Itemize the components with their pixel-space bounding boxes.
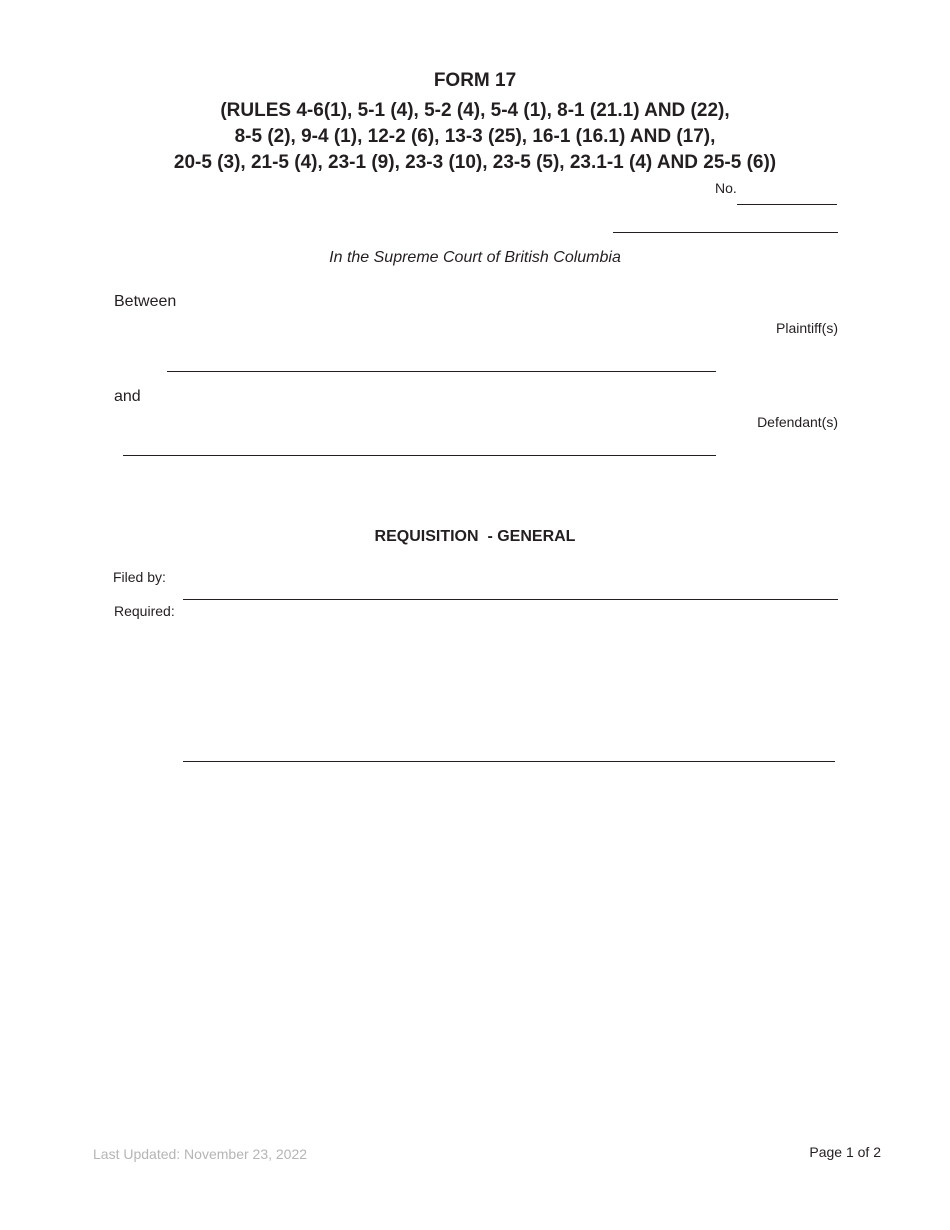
court-name: In the Supreme Court of British Columbia	[329, 249, 621, 266]
rules-line-2: 8-5 (2), 9-4 (1), 12-2 (6), 13-3 (25), 16-1 (16.1) AND (17),	[234, 126, 716, 147]
no-label: No.	[715, 180, 737, 196]
rules-line-1: (RULES 4-6(1), 5-1 (4), 5-2 (4), 5-4 (1), 8-1 (21.1) AND (22),	[220, 100, 730, 121]
filed-by-field[interactable]	[183, 599, 838, 600]
plaintiff-label: Plaintiff(s)	[776, 320, 838, 336]
defendant-field[interactable]	[123, 455, 716, 456]
page-number: Page 1 of 2	[809, 1144, 881, 1160]
last-updated: Last Updated: November 23, 2022	[93, 1146, 308, 1162]
required-field[interactable]	[183, 761, 835, 762]
rules-line-3: 20-5 (3), 21-5 (4), 23-1 (9), 23-3 (10), 23-5 (5), 23.1-1 (4) AND 25-5 (6))	[173, 152, 777, 173]
section-title: REQUISITION - GENERAL	[374, 528, 576, 545]
no-field[interactable]	[737, 204, 837, 205]
defendant-label: Defendant(s)	[757, 414, 838, 430]
required-label: Required:	[114, 603, 175, 619]
registry-field[interactable]	[613, 232, 838, 233]
plaintiff-field[interactable]	[167, 371, 716, 372]
filed-by-label: Filed by:	[113, 569, 166, 585]
and-label: and	[114, 388, 141, 405]
between-label: Between	[114, 293, 177, 310]
form-number: FORM 17	[433, 70, 517, 91]
